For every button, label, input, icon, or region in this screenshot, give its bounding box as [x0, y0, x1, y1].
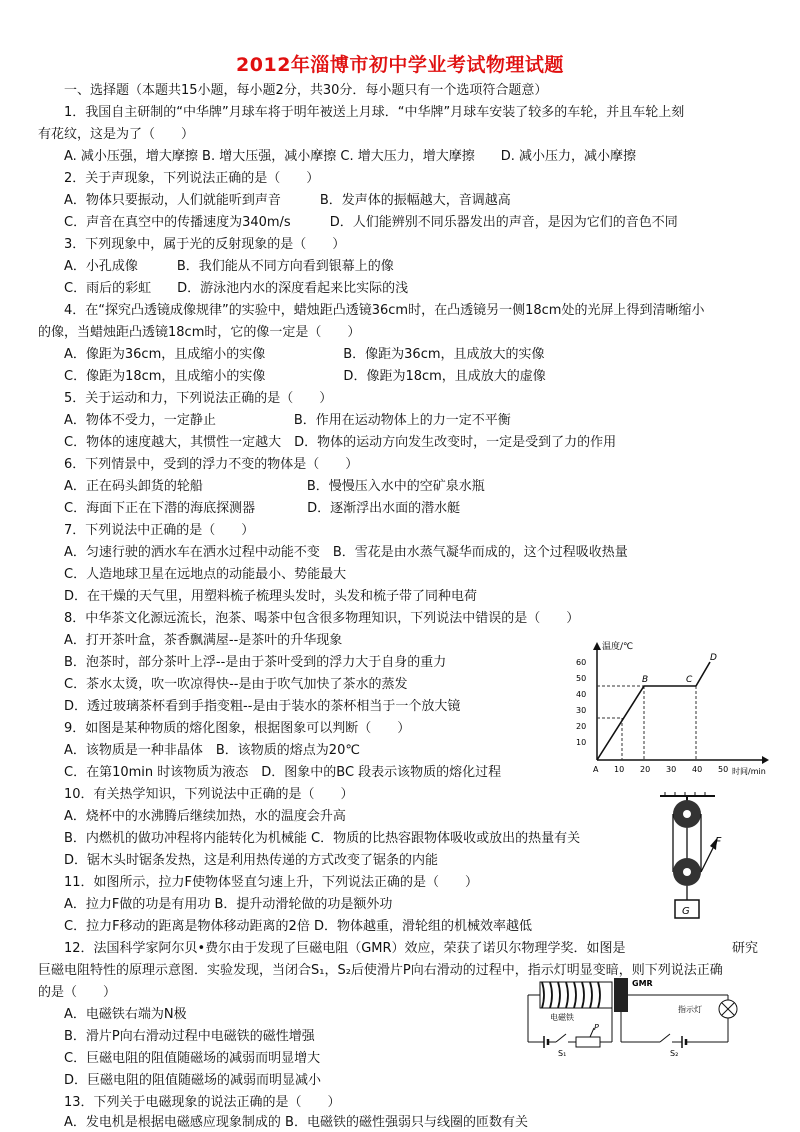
- x-tick: 50: [718, 765, 729, 774]
- point-c-label: C: [686, 675, 693, 685]
- q10-option-a: A．烧杯中的水沸腾后继续加热，水的温度会升高: [64, 809, 346, 824]
- gmr-element: [614, 978, 628, 1012]
- y-tick: 20: [576, 722, 587, 731]
- q8-option-c: C．茶水太烫，吹一吹凉得快--是由于吹气加快了茶水的蒸发: [64, 677, 408, 692]
- q3-options-ab: A．小孔成像 B．我们能从不同方向看到银幕上的像: [64, 259, 394, 274]
- pulley-figure: [655, 790, 725, 930]
- q10-option-d: D．锯木头时锯条发热，这是利用热传递的方式改变了锯条的内能: [64, 853, 439, 868]
- q9-stem: 9．如图是某种物质的熔化图象，根据图象可以判断（ ）: [64, 721, 411, 736]
- load-label: G: [682, 906, 690, 917]
- q7-options-ab: A．匀速行驶的洒水车在洒水过程中动能不变 B．雪花是由水蒸气凝华而成的，这个过程吸收热量: [64, 545, 628, 560]
- q10-options-bc: B．内燃机的做功冲程将内能转化为机械能 C．物质的比热容跟物体吸收或放出的热量有关: [64, 831, 581, 846]
- slider-label: P: [594, 1023, 599, 1032]
- rheostat: [576, 1037, 600, 1047]
- q8-stem: 8．中华茶文化源远流长，泡茶、喝茶中包含很多物理知识，下列说法中错误的是（ ）: [64, 611, 580, 626]
- x-tick: A: [593, 765, 599, 774]
- q12-stem-tail: 研究: [732, 941, 759, 956]
- lamp-label: 指示灯: [678, 1005, 702, 1014]
- q12-stem-cont2: 的是（ ）: [38, 985, 117, 1000]
- melting-graph: [572, 640, 772, 780]
- q6-stem: 6．下列情景中，受到的浮力不变的物体是（ ）: [64, 457, 359, 472]
- q4-stem-cont: 的像，当蜡烛距凸透镜18cm时，它的像一定是（ ）: [38, 325, 361, 340]
- switch-s1: [556, 1034, 566, 1042]
- q1-stem: 1．我国自主研制的“中华牌”月球车将于明年被送上月球．“中华牌”月球车安装了较多的车轮，并且车轮上刻: [64, 105, 685, 120]
- q5-options-ab: A．物体不受力，一定静止 B．作用在运动物体上的力一定不平衡: [64, 413, 511, 428]
- q8-option-d: D．透过玻璃茶杯看到手指变粗--是由于装水的茶杯相当于一个放大镜: [64, 699, 461, 714]
- force-label: F: [715, 835, 722, 848]
- q6-options-ab: A．正在码头卸货的轮船 B．慢慢压入水中的空矿泉水瓶: [64, 479, 485, 494]
- page-title: 2012年淄博市初中学业考试物理试题: [236, 54, 564, 76]
- gmr-label: GMR: [632, 979, 653, 988]
- y-tick: 60: [576, 658, 587, 667]
- q3-stem: 3．下列现象中，属于光的反射现象的是（ ）: [64, 237, 346, 252]
- y-tick: 30: [576, 706, 587, 715]
- gmr-circuit: [510, 972, 750, 1062]
- point-d-label: D: [710, 653, 717, 663]
- q13-options-ab: A．发电机是根据电磁感应现象制成的 B．电磁铁的磁性强弱只与线圈的匝数有关: [64, 1115, 528, 1130]
- y-tick: 10: [576, 738, 587, 747]
- q6-options-cd: C．海面下正在下潜的海底探测器 D．逐渐浮出水面的潜水艇: [64, 501, 461, 516]
- q5-stem: 5．关于运动和力，下列说法正确的是（ ）: [64, 391, 333, 406]
- y-tick: 40: [576, 690, 587, 699]
- q1-options: A. 减小压强，增大摩擦 B. 增大压强，减小摩擦 C. 增大压力，增大摩擦 D. 减小压力，减小摩擦: [64, 149, 636, 164]
- x-tick: 30: [666, 765, 677, 774]
- electromagnet-label: 电磁铁: [550, 1013, 574, 1022]
- x-tick: 10: [614, 765, 625, 774]
- q12-option-a: A．电磁铁右端为N极: [64, 1007, 187, 1022]
- q1-stem-cont: 有花纹，这是为了（ ）: [38, 127, 195, 142]
- q7-option-d: D．在干燥的天气里，用塑料梳子梳理头发时，头发和梳子带了同种电荷: [64, 589, 478, 604]
- q9-options-cd: C．在第10min 时该物质为液态 D．图象中的BC 段表示该物质的熔化过程: [64, 765, 502, 780]
- point-b-label: B: [642, 675, 649, 685]
- x-axis-label: 时间/min: [732, 767, 766, 776]
- x-tick: 20: [640, 765, 651, 774]
- q5-options-cd: C．物体的速度越大，其惯性一定越大 D．物体的运动方向发生改变时，一定是受到了力的作用: [64, 435, 617, 450]
- q2-stem: 2．关于声现象，下列说法正确的是（ ）: [64, 171, 320, 186]
- q12-stem-cont: 巨磁电阻特性的原理示意图．实验发现，当闭合S₁，S₂后使滑片P向右滑动的过程中，指示灯明显变暗，则下列说法正确: [38, 963, 723, 978]
- section-heading: 一、选择题（本题共15小题，每小题2分，共30分．每小题只有一个选项符合题意）: [64, 83, 548, 98]
- x-axis-arrow: [762, 756, 769, 764]
- switch-s1-label: S₁: [558, 1049, 567, 1058]
- q3-options-cd: C．雨后的彩虹 D．游泳池内水的深度看起来比实际的浅: [64, 281, 409, 296]
- q12-option-c: C．巨磁电阻的阻值随磁场的减弱而明显增大: [64, 1051, 321, 1066]
- q2-options-ab: A．物体只要振动，人们就能听到声音 B．发声体的振幅越大，音调越高: [64, 193, 511, 208]
- x-tick: 40: [692, 765, 703, 774]
- q7-stem: 7．下列说法中正确的是（ ）: [64, 523, 255, 538]
- q11-stem: 11．如图所示，拉力F使物体竖直匀速上升，下列说法正确的是（ ）: [64, 875, 479, 890]
- q4-options-ab: A．像距为36cm，且成缩小的实像 B．像距为36cm，且成放大的实像: [64, 347, 545, 362]
- fixed-pulley-axle: [683, 810, 691, 818]
- q4-options-cd: C．像距为18cm，且成缩小的实像 D．像距为18cm，且成放大的虚像: [64, 369, 546, 384]
- q10-stem: 10．有关热学知识，下列说法中正确的是（ ）: [64, 787, 354, 802]
- y-tick: 50: [576, 674, 587, 683]
- q8-option-b: B．泡茶时，部分茶叶上浮--是由于茶叶受到的浮力大于自身的重力: [64, 655, 447, 670]
- q12-stem: 12．法国科学家阿尔贝•费尔由于发现了巨磁电阻（GMR）效应，荣获了诺贝尔物理学奖．如图是: [64, 941, 626, 956]
- q13-stem: 13．下列关于电磁现象的说法正确的是（ ）: [64, 1095, 341, 1110]
- q12-option-b: B．滑片P向右滑动过程中电磁铁的磁性增强: [64, 1029, 315, 1044]
- switch-s2-label: S₂: [670, 1049, 679, 1058]
- pull-rope: [701, 848, 713, 872]
- y-axis-arrow: [593, 642, 601, 650]
- q11-options-ab: A．拉力F做的功是有用功 B．提升动滑轮做的功是额外功: [64, 897, 393, 912]
- q12-option-d: D．巨磁电阻的阻值随磁场的减弱而明显减小: [64, 1073, 322, 1088]
- q8-option-a: A．打开茶叶盒，茶香飘满屋--是茶叶的升华现象: [64, 633, 343, 648]
- y-axis-label: 温度/℃: [602, 642, 634, 652]
- q2-options-cd: C．声音在真空中的传播速度为340m/s D．人们能辨别不同乐器发出的声音，是因为它们的音色不同: [64, 215, 678, 230]
- melting-curve: [597, 662, 710, 760]
- switch-s2: [660, 1034, 670, 1042]
- movable-pulley-axle: [683, 868, 691, 876]
- q7-option-c: C．人造地球卫星在远地点的动能最小、势能最大: [64, 567, 347, 582]
- q4-stem: 4．在“探究凸透镜成像规律”的实验中，蜡烛距凸透镜36cm时，在凸透镜另一侧18cm处的光屏上得到清晰缩小: [64, 303, 705, 318]
- q11-options-cd: C．拉力F移动的距离是物体移动距离的2倍 D．物体越重，滑轮组的机械效率越低: [64, 919, 532, 934]
- q9-options-ab: A．该物质是一种非晶体 B．该物质的熔点为20℃: [64, 743, 360, 758]
